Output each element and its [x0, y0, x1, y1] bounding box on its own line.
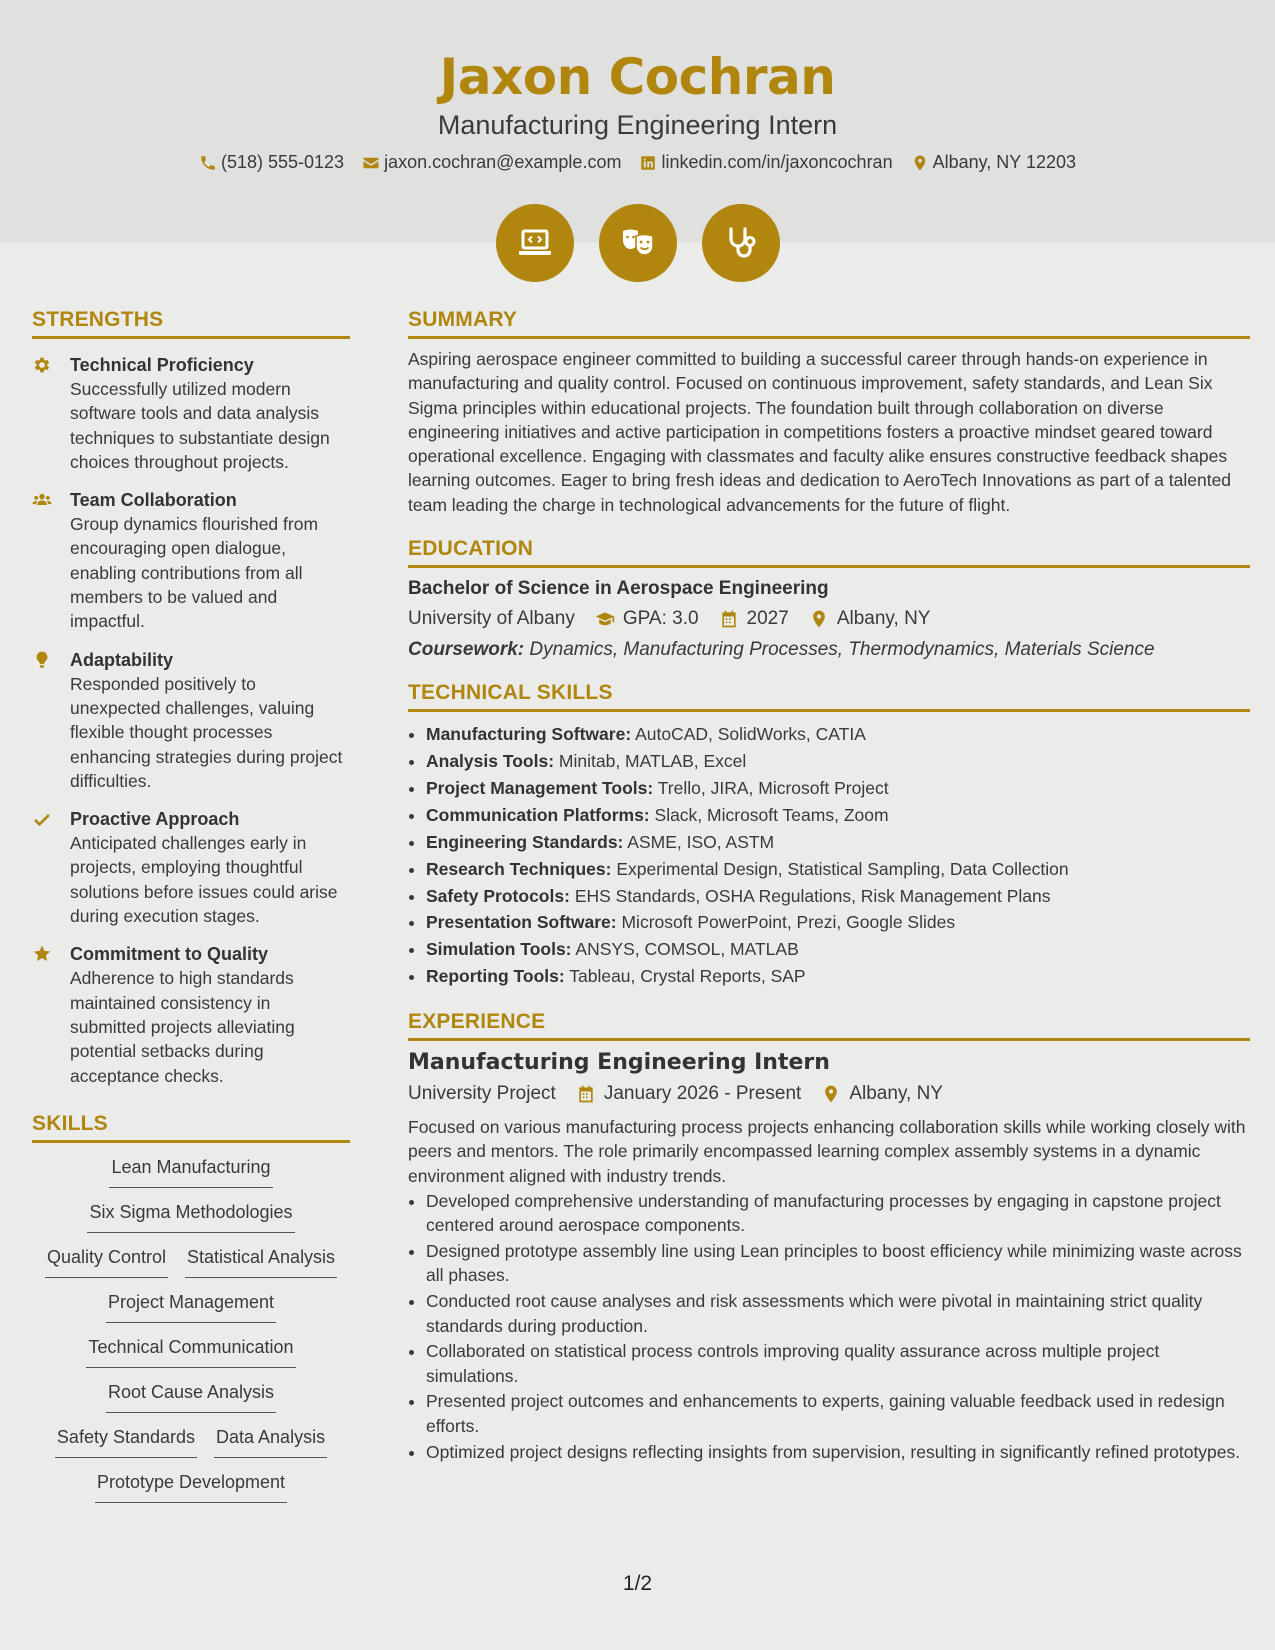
strength-title: Technical Proficiency — [70, 355, 254, 375]
phone-icon — [199, 154, 217, 172]
degree-title: Bachelor of Science in Aerospace Engineering — [408, 578, 829, 600]
badge-stethoscope — [702, 204, 780, 282]
skill-values: Microsoft PowerPoint, Prezi, Google Slides — [621, 912, 956, 933]
job-location: Albany, NY — [849, 1083, 943, 1105]
list-item — [426, 829, 1250, 856]
coursework — [408, 639, 1250, 661]
list-item — [426, 909, 1250, 936]
list-item — [426, 721, 1250, 748]
skill-values: ASME, ISO, ASTM — [627, 831, 775, 852]
experience-heading: EXPERIENCE — [408, 1010, 1250, 1041]
list-item: • Designed prototype assembly line using Lean principles to boost efficiency while minimizing waste across all phases. — [426, 1239, 1250, 1288]
theater-masks-icon — [618, 223, 658, 263]
skill-tag: Six Sigma Methodologies — [87, 1198, 294, 1233]
skill-values: EHS Standards, OSHA Regulations, Risk Management Plans — [574, 885, 1051, 906]
education-heading: EDUCATION — [408, 537, 1250, 568]
badge-masks — [599, 204, 677, 282]
map-pin-icon — [809, 609, 829, 629]
list-item: • Conducted root cause analyses and risk assessments which were pivotal in maintaining strict quality standards during production. — [426, 1289, 1250, 1338]
organization: University Project — [408, 1083, 556, 1105]
skill-values: Experimental Design, Statistical Sampling, Data Collection — [616, 858, 1069, 879]
left-column — [32, 308, 350, 1503]
skill-tag: Technical Communication — [86, 1333, 295, 1368]
envelope-icon — [362, 154, 380, 172]
job-description: Focused on various manufacturing process projects enhancing collaboration skills while working closely with peers and mentors. The role primarily encompassed learning complex assembly systems in a dynamic environment aligned with industry trends. — [408, 1117, 1246, 1186]
headline: Manufacturing Engineering Intern — [437, 110, 838, 140]
location-text: Albany, NY 12203 — [932, 152, 1077, 172]
strength-title: Proactive Approach — [70, 809, 240, 830]
stethoscope-icon — [721, 223, 761, 263]
list-item — [426, 936, 1250, 963]
skill-tag: Prototype Development — [95, 1468, 287, 1503]
skill-tag: Lean Manufacturing — [109, 1153, 272, 1188]
education-meta — [408, 608, 1250, 630]
strength-item — [32, 942, 350, 1087]
summary-heading: SUMMARY — [408, 308, 1250, 339]
list-item — [426, 856, 1250, 883]
summary-text: Aspiring aerospace engineer committed to building a successful career through hands-on experience in manufacturing and quality control. Focused on continuous improvement, safety standards, and Lean Six Sigma principles within educational projects. The foundation built through collaboration on diverse engineering initiatives and active participation in competitions fosters a proactive mindset geared toward operational excellence. Engaging with classmates and faculty alike ensures constructive feedback shapes learning outcomes. Eager to bring fresh ideas and dedication to AeroTech Innovations as part of a talented team leading the charge in technological advancements for the future of flight. — [408, 349, 1232, 515]
technical-skills-heading: TECHNICAL SKILLS — [408, 681, 1250, 712]
skill-values: Trello, JIRA, Microsoft Project — [657, 777, 889, 798]
laptop-code-icon — [515, 223, 555, 263]
strength-text: Responded positively to unexpected challenges, valuing flexible thought processes enhancing strategies during project difficulties. — [70, 673, 343, 791]
calendar-icon — [719, 609, 739, 629]
strength-title: Commitment to Quality — [70, 944, 269, 965]
contact-phone[interactable] — [199, 152, 344, 173]
users-icon — [32, 490, 52, 510]
contact-bar — [0, 152, 1275, 173]
skill-tag: Root Cause Analysis — [106, 1378, 276, 1413]
coursework-list: Dynamics, Manufacturing Processes, Thermodynamics, Materials Science — [529, 639, 1155, 661]
list-item — [426, 802, 1250, 829]
strength-item — [32, 807, 350, 928]
skill-tag: Safety Standards — [55, 1423, 197, 1458]
strength-item — [32, 353, 350, 474]
skill-values: ANSYS, COMSOL, MATLAB — [575, 939, 799, 960]
skill-tag: Quality Control — [45, 1243, 168, 1278]
job-meta — [408, 1083, 1250, 1105]
calendar-icon — [576, 1084, 596, 1104]
list-item — [426, 775, 1250, 802]
interest-badges — [0, 204, 1275, 282]
strength-title: Team Collaboration — [70, 490, 237, 511]
phone-text: (518) 555-0123 — [220, 152, 345, 172]
list-item: • Collaborated on statistical process controls improving quality assurance across multiple project simulations. — [426, 1339, 1250, 1388]
skill-category: Safety Protocols: — [426, 885, 570, 906]
skill-values: Slack, Microsoft Teams, Zoom — [654, 804, 889, 825]
skill-category: Project Management Tools: — [426, 777, 654, 798]
gear-icon — [32, 355, 52, 375]
strengths-heading: STRENGTHS — [32, 308, 350, 339]
contact-linkedin[interactable] — [639, 152, 892, 173]
list-item: • Presented project outcomes and enhancements to experts, gaining valuable feedback used in redesign efforts. — [426, 1389, 1250, 1438]
skill-category: Engineering Standards: — [426, 831, 624, 852]
coursework-label: Coursework: — [408, 639, 525, 661]
linkedin-text: linkedin.com/in/jaxoncochran — [661, 152, 893, 172]
strength-text: Adherence to high standards maintained consistency in submitted projects alleviating potential setbacks during acceptance checks. — [70, 968, 295, 1086]
skills-list — [32, 1153, 350, 1503]
strength-text: Anticipated challenges early in projects, employing thoughtful solutions before issues could arise during execution stages. — [70, 833, 338, 927]
skills-section — [32, 1112, 350, 1503]
right-column — [408, 308, 1250, 1465]
strength-item — [32, 648, 350, 793]
technical-skills-list — [408, 721, 1250, 990]
skill-tag: Statistical Analysis — [185, 1243, 337, 1278]
list-item — [426, 748, 1250, 775]
skill-values: AutoCAD, SolidWorks, CATIA — [635, 724, 866, 745]
strength-title: Adaptability — [70, 649, 174, 670]
skill-tag: Project Management — [106, 1288, 276, 1323]
map-pin-icon — [821, 1084, 841, 1104]
strength-text: Group dynamics flourished from encouraging open dialogue, enabling contributions from all members to be valued and impactful. — [70, 514, 319, 632]
email-text: jaxon.cochran@example.com — [384, 152, 622, 172]
strength-item — [32, 488, 350, 633]
graduation-cap-icon — [595, 609, 615, 629]
job-bullets — [408, 1189, 1250, 1464]
contact-location — [911, 152, 1076, 173]
lightbulb-icon — [32, 650, 52, 670]
skill-values: Tableau, Crystal Reports, SAP — [569, 966, 806, 987]
linkedin-icon — [639, 154, 657, 172]
skill-category: Manufacturing Software: — [426, 724, 632, 745]
list-item: • Optimized project designs reflecting insights from supervision, resulting in significantly refined prototypes. — [426, 1440, 1250, 1464]
school-location: Albany, NY — [836, 608, 931, 630]
list-item: • Developed comprehensive understanding of manufacturing processes by engaging in capstone project centered around aerospace components. — [426, 1189, 1250, 1238]
badge-laptop — [496, 204, 574, 282]
map-pin-icon — [911, 154, 929, 172]
candidate-name: Jaxon Cochran — [439, 48, 836, 106]
skill-tag: Data Analysis — [214, 1423, 327, 1458]
skill-category: Presentation Software: — [426, 912, 617, 933]
strength-text: Successfully utilized modern software tools and data analysis techniques to substantiate design choices throughout projects. — [70, 379, 330, 472]
school-name: University of Albany — [408, 608, 575, 630]
grad-year: 2027 — [746, 608, 789, 630]
skill-category: Research Techniques: — [426, 858, 612, 879]
skill-category: Communication Platforms: — [426, 804, 650, 825]
skill-values: Minitab, MATLAB, Excel — [558, 750, 747, 771]
gpa: GPA: 3.0 — [622, 608, 699, 630]
skill-category: Reporting Tools: — [426, 966, 565, 987]
list-item — [426, 963, 1250, 990]
list-item — [426, 883, 1250, 910]
check-icon — [32, 809, 52, 829]
contact-email[interactable] — [362, 152, 621, 173]
skills-heading: SKILLS — [32, 1112, 350, 1143]
skill-category: Analysis Tools: — [426, 750, 555, 771]
job-dates: January 2026 - Present — [603, 1083, 802, 1105]
page-number: 1/2 — [622, 1572, 653, 1595]
star-icon — [32, 944, 52, 964]
skill-category: Simulation Tools: — [426, 939, 572, 960]
job-title: Manufacturing Engineering Intern — [408, 1050, 830, 1076]
